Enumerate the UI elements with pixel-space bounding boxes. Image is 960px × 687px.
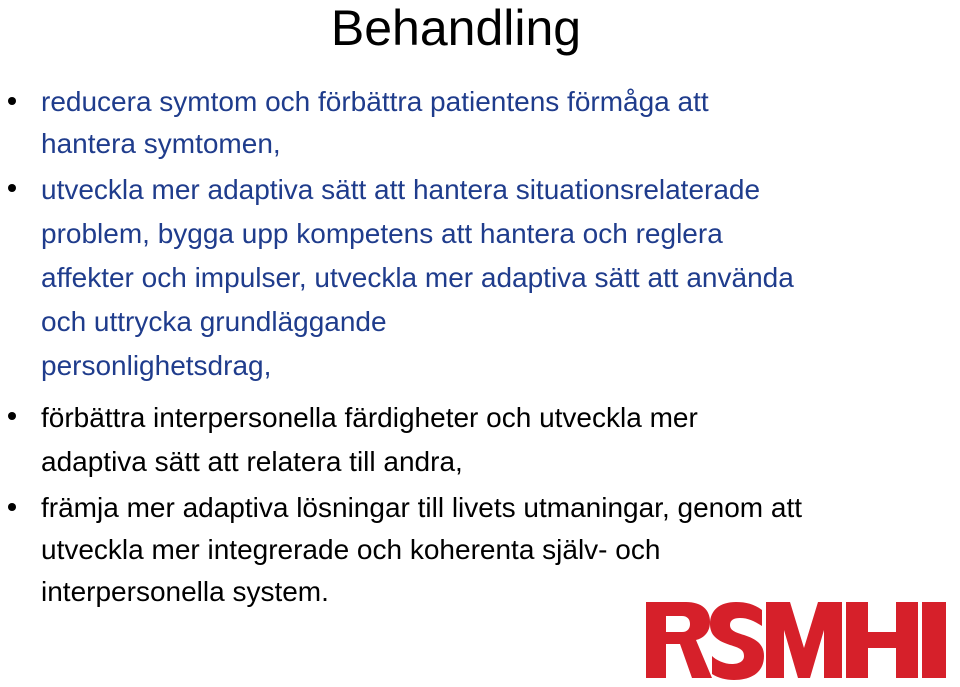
bullet-line: främja mer adaptiva lösningar till livets utmaningar, genom att [41,492,803,523]
bullet-line: hantera symtomen, [41,128,281,159]
rsmh-logo [646,600,946,682]
bullet-line: interpersonella system. [41,576,329,607]
bullet-line: personlighetsdrag, [41,350,272,381]
bullet-item [41,487,941,613]
bullet-line: utveckla mer adaptiva sätt att hantera situationsrelaterade [41,174,761,205]
bullet-line: affekter och impulser, utveckla mer adaptiva sätt att använda [41,262,794,293]
bullet-line: problem, bygga upp kompetens att hantera och reglera [41,218,723,249]
bullet-line: reducera symtom och förbättra patientens förmåga att [41,86,709,117]
bullet-dot-icon [8,97,16,105]
bullet-item [41,81,941,165]
bullet-line: utveckla mer integrerade och koherenta själv- och [41,534,661,565]
bullet-line: förbättra interpersonella färdigheter och utveckla mer [41,402,698,433]
bullet-item [41,396,941,484]
slide-title: Behandling [330,0,582,56]
bullet-dot-icon [8,184,16,192]
bullet-dot-icon [8,412,16,420]
bullet-line: adaptiva sätt att relatera till andra, [41,446,463,477]
bullet-line: och uttrycka grundläggande [41,306,387,337]
bullet-dot-icon [8,503,16,511]
bullet-item [41,168,941,388]
